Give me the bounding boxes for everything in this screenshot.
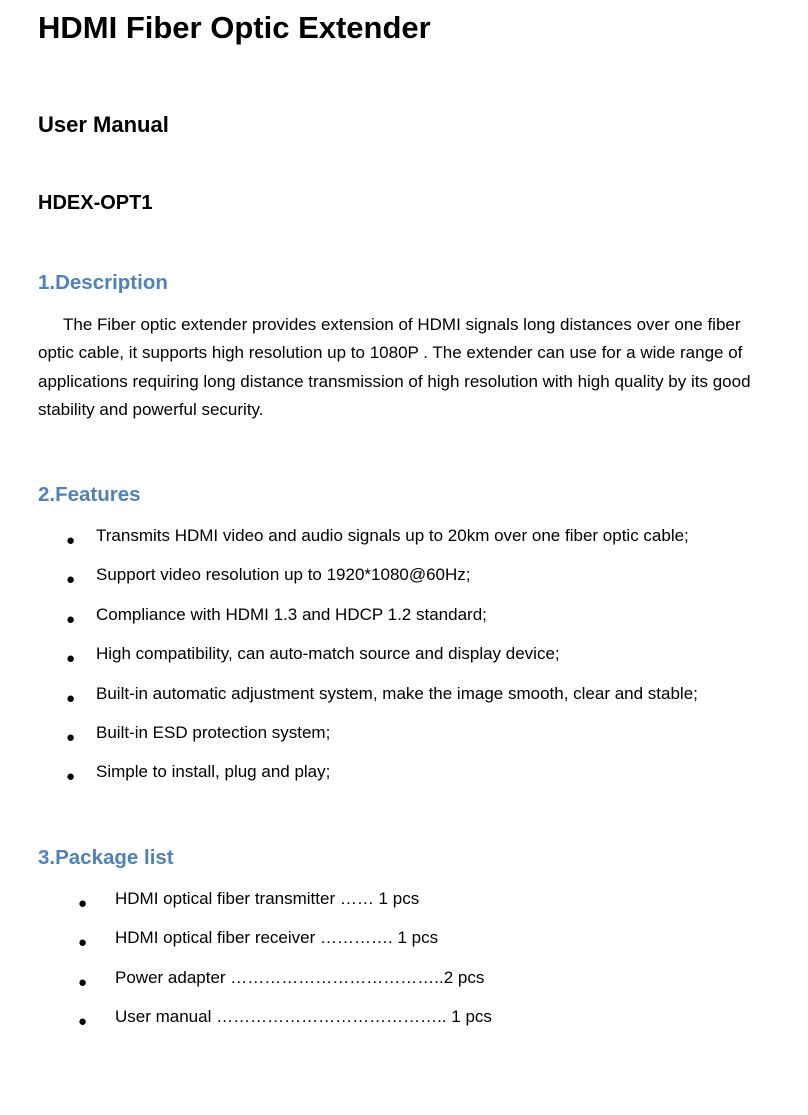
bullet-icon: ● xyxy=(66,571,76,589)
package-item-text: HDMI optical fiber transmitter …… 1 pcs xyxy=(115,889,420,908)
feature-text: Compliance with HDMI 1.3 and HDCP 1.2 standard; xyxy=(96,604,487,624)
bullet-icon: ● xyxy=(66,768,76,786)
list-item xyxy=(38,965,492,1004)
package-item-text: User manual ………………………………….. 1 pcs xyxy=(115,1007,492,1027)
list-item xyxy=(38,1004,492,1043)
package-item-text: Power adapter ………………………………..2 pcs xyxy=(115,967,485,987)
feature-text: Transmits HDMI video and audio signals up to 20km over one fiber optic cable; xyxy=(96,526,689,545)
bullet-icon: ● xyxy=(66,689,76,707)
bullet-icon: ● xyxy=(78,1013,88,1031)
model-number: HDEX-OPT1 xyxy=(38,192,153,214)
feature-text: Built-in automatic adjustment system, make the image smooth, clear and stable; xyxy=(96,683,698,703)
package-item-text: HDMI optical fiber receiver …………. 1 pcs xyxy=(115,928,439,948)
section-heading-features: 2.Features xyxy=(38,483,141,506)
feature-text: High compatibility, can auto-match source and display device; xyxy=(96,644,560,664)
list-item xyxy=(38,886,492,925)
list-item xyxy=(38,602,698,641)
features-list xyxy=(38,523,698,799)
feature-text: Support video resolution up to 1920*1080@60Hz; xyxy=(96,565,471,585)
document-subtitle: User Manual xyxy=(38,112,169,137)
list-item xyxy=(38,562,698,601)
bullet-icon: ● xyxy=(66,728,76,746)
list-item xyxy=(38,925,492,964)
feature-text: Built-in ESD protection system; xyxy=(96,722,331,742)
bullet-icon: ● xyxy=(66,610,76,628)
bullet-icon: ● xyxy=(66,532,76,549)
section-heading-description: 1.Description xyxy=(38,271,168,294)
section-heading-package: 3.Package list xyxy=(38,846,174,869)
document-title: HDMI Fiber Optic Extender xyxy=(38,10,431,45)
bullet-icon: ● xyxy=(78,895,88,912)
description-paragraph: The Fiber optic extender provides extension of HDMI signals long distances over one fiber optic cable, it supports high resolution up to 1080P . The extender can use for a wide range of applications requiring long distance transmission of high resolution with high quality by its good stability and powerful security. xyxy=(38,315,751,419)
bullet-icon: ● xyxy=(78,934,88,952)
feature-text: Simple to install, plug and play; xyxy=(96,762,331,782)
bullet-icon: ● xyxy=(78,973,88,991)
list-item xyxy=(38,759,698,798)
list-item xyxy=(38,523,698,562)
bullet-icon: ● xyxy=(66,650,76,668)
package-list xyxy=(38,886,492,1044)
list-item xyxy=(38,681,698,720)
list-item xyxy=(38,720,698,759)
list-item xyxy=(38,641,698,680)
